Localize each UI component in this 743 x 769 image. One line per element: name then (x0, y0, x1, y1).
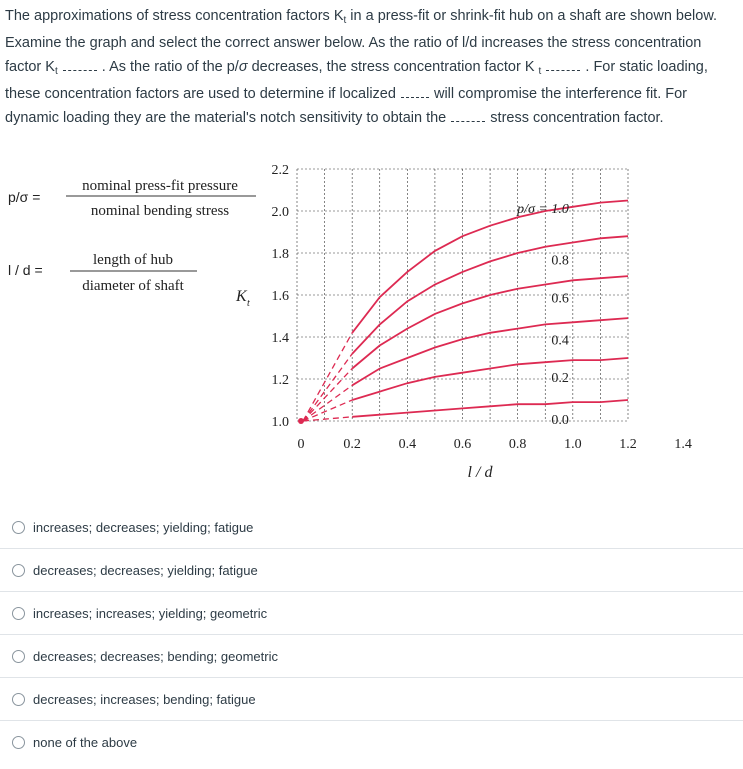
sigma-symbol: σ (238, 59, 248, 75)
ld-numerator: length of hub (93, 252, 173, 268)
curve-label: 0.6 (551, 291, 569, 307)
x-axis-label: l / d (467, 464, 493, 481)
question-part: decreases, the stress concentration factor K (247, 59, 535, 75)
y-tick-label: 1.0 (271, 415, 289, 430)
answer-option[interactable] (0, 506, 743, 549)
ld-label: l / d = (8, 262, 43, 278)
x-tick-label: 0.6 (453, 437, 472, 452)
curve-label: 0.2 (551, 371, 569, 387)
p-sigma-denominator: nominal bending stress (90, 203, 230, 219)
kt-axis-subscript: t (247, 298, 250, 309)
answer-option[interactable] (0, 678, 743, 721)
dashed-extrapolation (303, 417, 352, 421)
dashed-extrapolation (303, 354, 352, 421)
kt-axis-label: K (236, 288, 247, 305)
option-label: decreases; decreases; bending; geometric (33, 648, 278, 664)
x-tick-label: 1.2 (619, 437, 637, 452)
x-tick-label: 1.4 (674, 437, 692, 452)
y-tick-label: 1.2 (271, 373, 289, 388)
x-tick-label: 0.4 (398, 437, 417, 452)
y-tick-label: 2.0 (271, 205, 289, 220)
x-tick-label: 0.2 (343, 437, 361, 452)
subscript-t: t (343, 15, 347, 26)
option-label: increases; increases; yielding; geometric (33, 605, 268, 621)
answer-blank-4 (451, 120, 485, 122)
curve-label: 0.0 (551, 413, 569, 429)
p-sigma-numerator: nominal press-fit pressure (82, 178, 238, 194)
x-tick-label: 0.8 (508, 437, 527, 452)
y-tick-label: 1.4 (271, 331, 289, 346)
curve-labels (516, 202, 569, 428)
question-part: The approximations of stress concentration factors K (5, 8, 344, 24)
option-label: none of the above (33, 734, 138, 750)
question-text (5, 4, 737, 131)
stress-concentration-figure (0, 150, 743, 490)
origin-marker (298, 418, 304, 424)
x-tick-label: 1.0 (564, 437, 582, 452)
question-part: will compromise the interference fit. For dynamic loading they are the material's notch sensitivity to obtain the (5, 85, 688, 126)
series-line (352, 318, 628, 385)
answer-options (0, 506, 743, 763)
tick-labels (272, 163, 692, 452)
subscript-t: t (54, 66, 58, 77)
answer-option[interactable] (0, 549, 743, 592)
y-tick-label: 1.6 (271, 289, 289, 304)
kt-chart (0, 150, 743, 490)
answer-blank-1 (63, 69, 97, 71)
option-label: increases; decreases; yielding; fatigue (33, 519, 254, 535)
answer-option[interactable] (0, 721, 743, 763)
radio-button[interactable] (12, 607, 25, 620)
y-tick-label: 1.8 (271, 247, 289, 262)
radio-button[interactable] (12, 650, 25, 663)
answer-blank-3 (401, 96, 429, 98)
radio-button[interactable] (12, 521, 25, 534)
answer-blank-2 (546, 69, 580, 71)
x-tick-label: 0 (297, 437, 305, 452)
subscript-t: t (538, 66, 542, 77)
curve-label: p/σ = 1.0 (517, 201, 569, 217)
question-part: in a press-fit or shrink-fit hub on a shaft are shown below. Examine the graph and select the correct answer below. As the ratio of l/d increases the stress concentration factor K (5, 8, 718, 75)
question-part: stress concentration factor. (486, 110, 664, 126)
option-label: decreases; increases; bending; fatigue (33, 691, 256, 707)
series-lines (352, 201, 628, 417)
question-part: . For static loading, these concentration factors are used to determine if localized (5, 59, 708, 102)
curve-label: 0.4 (551, 333, 569, 349)
y-tick-label: 2.2 (271, 163, 289, 178)
p-sigma-label: p/σ = (8, 189, 41, 205)
answer-option[interactable] (0, 635, 743, 678)
option-label: decreases; decreases; yielding; fatigue (33, 562, 258, 578)
radio-button[interactable] (12, 693, 25, 706)
radio-button[interactable] (12, 564, 25, 577)
question-part: . As the ratio of the p/ (97, 59, 239, 75)
curve-label: 0.8 (551, 253, 569, 269)
answer-option[interactable] (0, 592, 743, 635)
ld-denominator: diameter of shaft (82, 278, 184, 294)
radio-button[interactable] (12, 736, 25, 749)
extrapolation-lines (298, 333, 352, 424)
